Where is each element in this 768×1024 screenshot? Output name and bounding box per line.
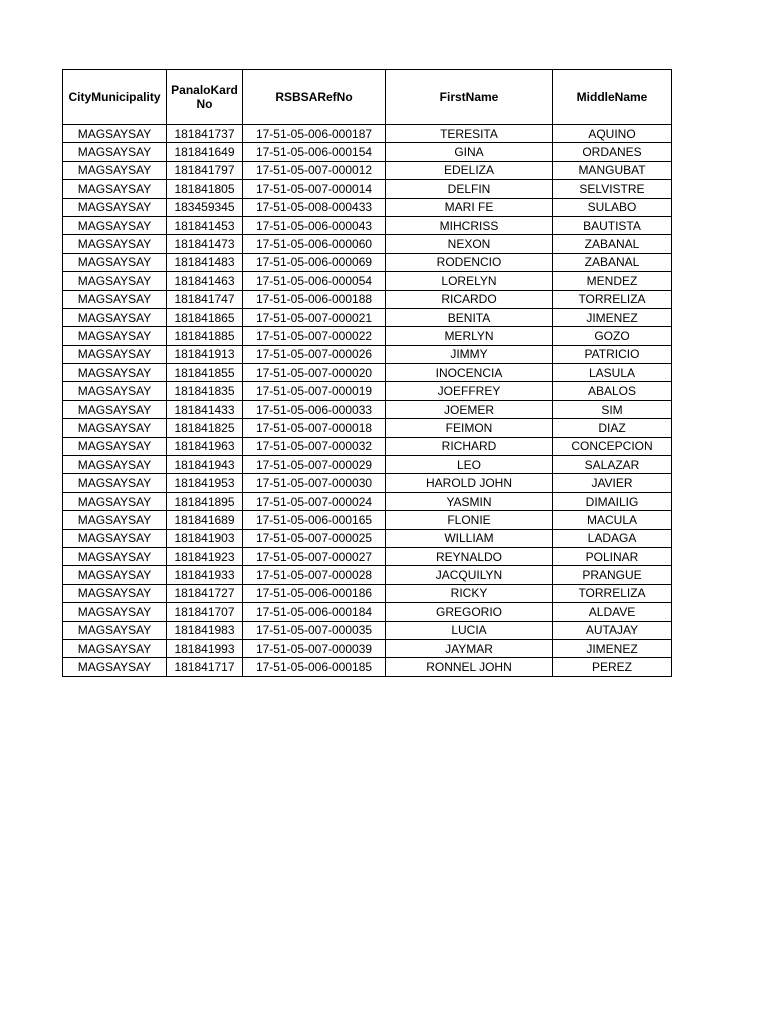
cell-panalokard-no: 181841903 (167, 529, 243, 547)
cell-rsbsa-ref-no: 17-51-05-006-000154 (243, 143, 386, 161)
cell-city-municipality: MAGSAYSAY (63, 125, 167, 143)
cell-city-municipality: MAGSAYSAY (63, 382, 167, 400)
cell-first-name: LORELYN (386, 272, 553, 290)
table-row (63, 235, 672, 253)
cell-panalokard-no: 181841923 (167, 547, 243, 565)
cell-panalokard-no: 181841747 (167, 290, 243, 308)
cell-city-municipality: MAGSAYSAY (63, 345, 167, 363)
cell-rsbsa-ref-no: 17-51-05-007-000012 (243, 161, 386, 179)
table-row (63, 143, 672, 161)
cell-rsbsa-ref-no: 17-51-05-007-000019 (243, 382, 386, 400)
cell-first-name: INOCENCIA (386, 364, 553, 382)
cell-city-municipality: MAGSAYSAY (63, 198, 167, 216)
table-row (63, 216, 672, 234)
cell-city-municipality: MAGSAYSAY (63, 547, 167, 565)
table-row (63, 125, 672, 143)
cell-middle-name: SIM (553, 400, 672, 418)
cell-first-name: LUCIA (386, 621, 553, 639)
cell-panalokard-no: 181841727 (167, 584, 243, 602)
cell-panalokard-no: 181841433 (167, 400, 243, 418)
table-row (63, 400, 672, 418)
cell-first-name: NEXON (386, 235, 553, 253)
cell-panalokard-no: 181841473 (167, 235, 243, 253)
cell-panalokard-no: 181841913 (167, 345, 243, 363)
cell-city-municipality: MAGSAYSAY (63, 566, 167, 584)
cell-middle-name: DIAZ (553, 419, 672, 437)
cell-rsbsa-ref-no: 17-51-05-007-000014 (243, 180, 386, 198)
table-row (63, 364, 672, 382)
cell-panalokard-no: 181841885 (167, 327, 243, 345)
cell-rsbsa-ref-no: 17-51-05-006-000187 (243, 125, 386, 143)
table-row (63, 198, 672, 216)
cell-first-name: RODENCIO (386, 253, 553, 271)
table-row (63, 456, 672, 474)
cell-middle-name: AUTAJAY (553, 621, 672, 639)
cell-first-name: TERESITA (386, 125, 553, 143)
cell-first-name: REYNALDO (386, 547, 553, 565)
cell-first-name: JACQUILYN (386, 566, 553, 584)
table-row (63, 327, 672, 345)
cell-middle-name: TORRELIZA (553, 290, 672, 308)
cell-middle-name: TORRELIZA (553, 584, 672, 602)
cell-rsbsa-ref-no: 17-51-05-007-000021 (243, 308, 386, 326)
cell-first-name: DELFIN (386, 180, 553, 198)
cell-panalokard-no: 181841825 (167, 419, 243, 437)
cell-rsbsa-ref-no: 17-51-05-007-000030 (243, 474, 386, 492)
cell-middle-name: ALDAVE (553, 603, 672, 621)
cell-first-name: GINA (386, 143, 553, 161)
table-row (63, 345, 672, 363)
cell-middle-name: SALAZAR (553, 456, 672, 474)
cell-rsbsa-ref-no: 17-51-05-007-000018 (243, 419, 386, 437)
cell-rsbsa-ref-no: 17-51-05-007-000039 (243, 639, 386, 657)
cell-city-municipality: MAGSAYSAY (63, 529, 167, 547)
cell-middle-name: SULABO (553, 198, 672, 216)
cell-rsbsa-ref-no: 17-51-05-007-000028 (243, 566, 386, 584)
cell-rsbsa-ref-no: 17-51-05-006-000033 (243, 400, 386, 418)
cell-panalokard-no: 181841895 (167, 492, 243, 510)
cell-panalokard-no: 181841453 (167, 216, 243, 234)
cell-panalokard-no: 181841707 (167, 603, 243, 621)
table-row (63, 437, 672, 455)
cell-first-name: MERLYN (386, 327, 553, 345)
cell-city-municipality: MAGSAYSAY (63, 143, 167, 161)
header-first-name: FirstName (386, 70, 553, 125)
cell-middle-name: BAUTISTA (553, 216, 672, 234)
cell-panalokard-no: 181841963 (167, 437, 243, 455)
cell-city-municipality: MAGSAYSAY (63, 511, 167, 529)
spreadsheet-page (62, 69, 672, 677)
cell-rsbsa-ref-no: 17-51-05-007-000025 (243, 529, 386, 547)
cell-middle-name: JAVIER (553, 474, 672, 492)
table-row (63, 584, 672, 602)
table-row (63, 547, 672, 565)
cell-middle-name: ABALOS (553, 382, 672, 400)
cell-city-municipality: MAGSAYSAY (63, 235, 167, 253)
cell-panalokard-no: 181841483 (167, 253, 243, 271)
cell-city-municipality: MAGSAYSAY (63, 456, 167, 474)
cell-middle-name: LASULA (553, 364, 672, 382)
cell-rsbsa-ref-no: 17-51-05-007-000029 (243, 456, 386, 474)
cell-rsbsa-ref-no: 17-51-05-006-000043 (243, 216, 386, 234)
cell-rsbsa-ref-no: 17-51-05-006-000188 (243, 290, 386, 308)
table-row (63, 272, 672, 290)
cell-first-name: BENITA (386, 308, 553, 326)
cell-first-name: JIMMY (386, 345, 553, 363)
table-row (63, 603, 672, 621)
cell-first-name: JOEFFREY (386, 382, 553, 400)
cell-rsbsa-ref-no: 17-51-05-006-000165 (243, 511, 386, 529)
cell-middle-name: ZABANAL (553, 235, 672, 253)
cell-city-municipality: MAGSAYSAY (63, 603, 167, 621)
cell-panalokard-no: 181841855 (167, 364, 243, 382)
cell-rsbsa-ref-no: 17-51-05-007-000026 (243, 345, 386, 363)
cell-first-name: GREGORIO (386, 603, 553, 621)
table-body (63, 125, 672, 677)
table-row (63, 658, 672, 676)
cell-city-municipality: MAGSAYSAY (63, 327, 167, 345)
cell-panalokard-no: 183459345 (167, 198, 243, 216)
header-middle-name: MiddleName (553, 70, 672, 125)
cell-rsbsa-ref-no: 17-51-05-006-000184 (243, 603, 386, 621)
cell-middle-name: MACULA (553, 511, 672, 529)
table-row (63, 492, 672, 510)
cell-city-municipality: MAGSAYSAY (63, 272, 167, 290)
cell-panalokard-no: 181841983 (167, 621, 243, 639)
table-row (63, 290, 672, 308)
cell-panalokard-no: 181841463 (167, 272, 243, 290)
cell-middle-name: JIMENEZ (553, 308, 672, 326)
cell-middle-name: DIMAILIG (553, 492, 672, 510)
cell-city-municipality: MAGSAYSAY (63, 253, 167, 271)
cell-city-municipality: MAGSAYSAY (63, 419, 167, 437)
table-row (63, 180, 672, 198)
cell-city-municipality: MAGSAYSAY (63, 290, 167, 308)
table-row (63, 511, 672, 529)
cell-city-municipality: MAGSAYSAY (63, 492, 167, 510)
table-row (63, 621, 672, 639)
cell-middle-name: AQUINO (553, 125, 672, 143)
cell-city-municipality: MAGSAYSAY (63, 364, 167, 382)
cell-middle-name: GOZO (553, 327, 672, 345)
cell-middle-name: LADAGA (553, 529, 672, 547)
cell-rsbsa-ref-no: 17-51-05-006-000060 (243, 235, 386, 253)
cell-panalokard-no: 181841805 (167, 180, 243, 198)
cell-first-name: RICARDO (386, 290, 553, 308)
cell-middle-name: ORDANES (553, 143, 672, 161)
cell-city-municipality: MAGSAYSAY (63, 437, 167, 455)
cell-rsbsa-ref-no: 17-51-05-007-000020 (243, 364, 386, 382)
header-rsbsa-ref-no: RSBSARefNo (243, 70, 386, 125)
cell-middle-name: ZABANAL (553, 253, 672, 271)
table-row (63, 529, 672, 547)
cell-panalokard-no: 181841993 (167, 639, 243, 657)
cell-first-name: JAYMAR (386, 639, 553, 657)
cell-first-name: WILLIAM (386, 529, 553, 547)
cell-rsbsa-ref-no: 17-51-05-007-000024 (243, 492, 386, 510)
cell-first-name: YASMIN (386, 492, 553, 510)
cell-panalokard-no: 181841649 (167, 143, 243, 161)
cell-rsbsa-ref-no: 17-51-05-006-000185 (243, 658, 386, 676)
cell-first-name: RICHARD (386, 437, 553, 455)
cell-first-name: JOEMER (386, 400, 553, 418)
cell-rsbsa-ref-no: 17-51-05-008-000433 (243, 198, 386, 216)
cell-panalokard-no: 181841797 (167, 161, 243, 179)
table-row (63, 161, 672, 179)
table-row (63, 566, 672, 584)
table-row (63, 419, 672, 437)
cell-rsbsa-ref-no: 17-51-05-007-000032 (243, 437, 386, 455)
table-row (63, 308, 672, 326)
cell-panalokard-no: 181841835 (167, 382, 243, 400)
cell-panalokard-no: 181841953 (167, 474, 243, 492)
cell-middle-name: SELVISTRE (553, 180, 672, 198)
cell-city-municipality: MAGSAYSAY (63, 584, 167, 602)
cell-first-name: RICKY (386, 584, 553, 602)
header-row (63, 70, 672, 125)
cell-city-municipality: MAGSAYSAY (63, 216, 167, 234)
cell-first-name: MIHCRISS (386, 216, 553, 234)
cell-middle-name: CONCEPCION (553, 437, 672, 455)
cell-city-municipality: MAGSAYSAY (63, 474, 167, 492)
cell-first-name: EDELIZA (386, 161, 553, 179)
cell-city-municipality: MAGSAYSAY (63, 400, 167, 418)
cell-middle-name: MANGUBAT (553, 161, 672, 179)
cell-panalokard-no: 181841943 (167, 456, 243, 474)
cell-rsbsa-ref-no: 17-51-05-007-000027 (243, 547, 386, 565)
table-row (63, 253, 672, 271)
cell-rsbsa-ref-no: 17-51-05-006-000069 (243, 253, 386, 271)
cell-city-municipality: MAGSAYSAY (63, 308, 167, 326)
table-row (63, 474, 672, 492)
cell-middle-name: PEREZ (553, 658, 672, 676)
cell-panalokard-no: 181841737 (167, 125, 243, 143)
cell-first-name: MARI FE (386, 198, 553, 216)
cell-rsbsa-ref-no: 17-51-05-007-000035 (243, 621, 386, 639)
table-row (63, 639, 672, 657)
cell-city-municipality: MAGSAYSAY (63, 161, 167, 179)
cell-panalokard-no: 181841933 (167, 566, 243, 584)
cell-first-name: FEIMON (386, 419, 553, 437)
table-header (63, 70, 672, 125)
cell-middle-name: MENDEZ (553, 272, 672, 290)
cell-panalokard-no: 181841689 (167, 511, 243, 529)
table-row (63, 382, 672, 400)
cell-first-name: LEO (386, 456, 553, 474)
cell-rsbsa-ref-no: 17-51-05-007-000022 (243, 327, 386, 345)
cell-rsbsa-ref-no: 17-51-05-006-000186 (243, 584, 386, 602)
header-panalokard-no: PanaloKard No (167, 70, 243, 125)
cell-middle-name: JIMENEZ (553, 639, 672, 657)
cell-middle-name: PATRICIO (553, 345, 672, 363)
cell-middle-name: POLINAR (553, 547, 672, 565)
cell-rsbsa-ref-no: 17-51-05-006-000054 (243, 272, 386, 290)
beneficiary-table (62, 69, 672, 677)
header-city-municipality: CityMunicipality (63, 70, 167, 125)
cell-middle-name: PRANGUE (553, 566, 672, 584)
cell-city-municipality: MAGSAYSAY (63, 658, 167, 676)
cell-first-name: FLONIE (386, 511, 553, 529)
cell-panalokard-no: 181841717 (167, 658, 243, 676)
cell-city-municipality: MAGSAYSAY (63, 621, 167, 639)
cell-first-name: HAROLD JOHN (386, 474, 553, 492)
cell-city-municipality: MAGSAYSAY (63, 639, 167, 657)
cell-panalokard-no: 181841865 (167, 308, 243, 326)
cell-first-name: RONNEL JOHN (386, 658, 553, 676)
cell-city-municipality: MAGSAYSAY (63, 180, 167, 198)
